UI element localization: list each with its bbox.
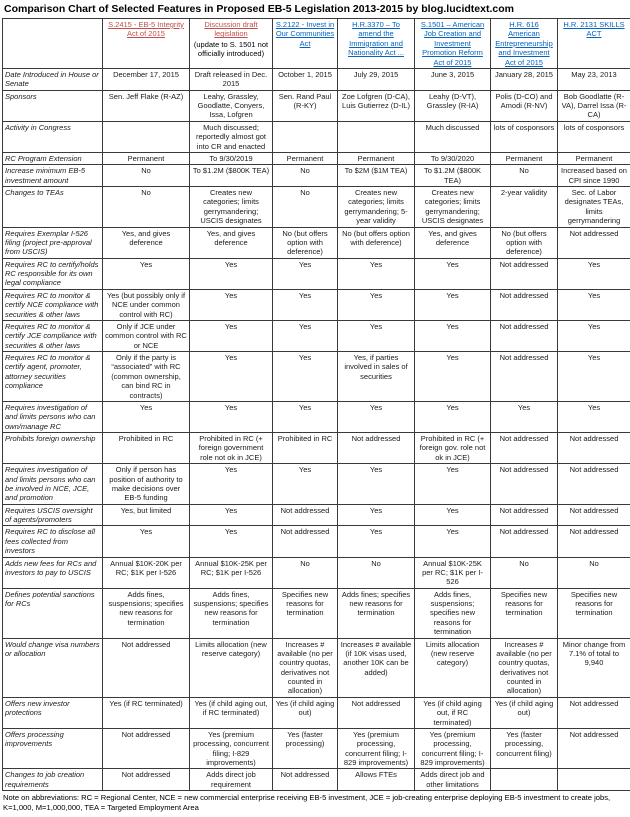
cell: Yes: [415, 401, 491, 432]
table-row: [3, 152, 630, 164]
row-label: Requires Exemplar I-526 filing (project pre-approval from USCIS): [3, 227, 103, 258]
cell: Minor change from 7.1% of total to 9,940: [558, 638, 630, 697]
row-label: Changes to job creation requirements: [3, 769, 103, 791]
bill-link-hr2131[interactable]: H.R. 2131 SKILLS ACT: [560, 20, 628, 39]
cell: Prohibited in RC (+ foreign gov. role not ok in JCE): [415, 433, 491, 464]
cell: Not addressed: [273, 769, 338, 791]
cell: Only if the party is “associated” with RC (common ownership, can bind RC in contracts): [103, 352, 190, 402]
cell: [273, 121, 338, 152]
cell: Yes: [338, 504, 415, 526]
cell: Yes: [338, 320, 415, 351]
cell: Yes, and gives deference: [103, 227, 190, 258]
cell: Increases # available (no per country quotas, derivatives not counted in allocation): [273, 638, 338, 697]
cell: Limits allocation (new reserve category): [415, 638, 491, 697]
cell: Yes: [558, 289, 630, 320]
cell: No (but offers option with deference): [338, 227, 415, 258]
cell: Not addressed: [491, 464, 558, 505]
table-row: [3, 68, 630, 90]
cell: Yes (if child aging out, if RC terminated): [190, 697, 273, 728]
cell: Not addressed: [491, 352, 558, 402]
cell: Yes: [415, 320, 491, 351]
cell: Annual $10K-20K per RC; $1K per I-526: [103, 557, 190, 588]
cell: Only if person has position of authority to make decisions over EB-5 funding: [103, 464, 190, 505]
column-header-discussion-draft: [190, 19, 273, 69]
cell: Yes: [190, 504, 273, 526]
cell: [491, 769, 558, 791]
row-label: Date Introduced in House or Senate: [3, 68, 103, 90]
cell: Yes: [338, 526, 415, 557]
column-header-hr616: [491, 19, 558, 69]
column-header-hr3370: [338, 19, 415, 69]
cell: Not addressed: [558, 227, 630, 258]
cell: Annual $10K-25K per RC; $1K per I-526: [190, 557, 273, 588]
cell: Specifies new reasons for termination: [273, 588, 338, 638]
cell: To 9/30/2019: [190, 152, 273, 164]
row-label: Requires investigation of and limits persons who can be involved in NCE, JCE, and promotion: [3, 464, 103, 505]
cell: Yes: [190, 320, 273, 351]
table-row: [3, 352, 630, 402]
cell: Permanent: [491, 152, 558, 164]
table-row: [3, 557, 630, 588]
corner-cell: [3, 19, 103, 69]
cell: Yes: [190, 289, 273, 320]
row-label: Requires RC to certify/holds RC responsible for its own legal compliance: [3, 258, 103, 289]
cell: Yes (premium processing, concurrent filing; I-829 improvements): [338, 728, 415, 769]
row-label: Defines potential sanctions for RCs: [3, 588, 103, 638]
cell: Sen. Jeff Flake (R-AZ): [103, 90, 190, 121]
cell: lots of cosponsors: [491, 121, 558, 152]
cell: Yes: [190, 401, 273, 432]
cell: Yes, if parties involved in sales of securities: [338, 352, 415, 402]
abbreviations-note: Note on abbreviations: RC = Regional Center, NCE = new commercial enterprise receiving EB-5 investment, JCE = job-creating enterprise deploying EB-5 investment to create jobs, K=1,000, M=1,000,000, TEA = Targeted Employment Area: [2, 791, 629, 815]
row-label: Requires RC to disclose all fees collected from investors: [3, 526, 103, 557]
cell: To 9/30/2020: [415, 152, 491, 164]
cell: Annual $10K-25K per RC; $1K per I-526: [415, 557, 491, 588]
cell: Yes: [338, 289, 415, 320]
column-header-s2122: [273, 19, 338, 69]
cell: Yes: [190, 258, 273, 289]
table-row: [3, 697, 630, 728]
cell: Yes: [491, 401, 558, 432]
cell: July 29, 2015: [338, 68, 415, 90]
bill-link-discussion-draft[interactable]: Discussion draft legislation: [192, 20, 270, 39]
cell: Yes (if child aging out): [273, 697, 338, 728]
cell: Yes: [558, 258, 630, 289]
table-row: [3, 258, 630, 289]
bill-link-hr3370[interactable]: H.R.3370 – To amend the Immigration and Nationality Act ...: [340, 20, 412, 58]
cell: Increased based on CPI since 1990: [558, 165, 630, 187]
cell: Creates new categories; limits gerrymandering; 5-year validity: [338, 187, 415, 228]
column-header-s2415: [103, 19, 190, 69]
cell: Prohibited in RC: [103, 433, 190, 464]
table-row: [3, 401, 630, 432]
cell: Not addressed: [338, 697, 415, 728]
cell: No: [103, 165, 190, 187]
bill-link-s1501[interactable]: S.1501 – American Job Creation and Investment Promotion Reform Act of 2015: [417, 20, 488, 67]
row-label: Would change visa numbers or allocation: [3, 638, 103, 697]
row-label: Adds new fees for RCs and investors to pay to USCIS: [3, 557, 103, 588]
cell: Yes: [558, 320, 630, 351]
cell: Not addressed: [273, 526, 338, 557]
cell: Adds fines, suspensions; specifies new reasons for termination: [415, 588, 491, 638]
row-label: Activity in Congress: [3, 121, 103, 152]
cell: Yes, and gives deference: [415, 227, 491, 258]
table-row: [3, 165, 630, 187]
cell: Yes (if RC terminated): [103, 697, 190, 728]
cell: Much discussed; reportedly almost got into CR and enacted: [190, 121, 273, 152]
cell: Yes: [273, 289, 338, 320]
cell: Yes: [338, 464, 415, 505]
comparison-table: [2, 18, 630, 791]
cell: Much discussed: [415, 121, 491, 152]
cell: No (but offers option with deference): [273, 227, 338, 258]
cell: Yes: [273, 258, 338, 289]
cell: Only if JCE under common control with RC or NCE: [103, 320, 190, 351]
cell: No: [491, 557, 558, 588]
cell: Yes: [415, 464, 491, 505]
cell: October 1, 2015: [273, 68, 338, 90]
cell: No: [558, 557, 630, 588]
cell: No: [273, 557, 338, 588]
table-row: [3, 588, 630, 638]
cell: Not addressed: [558, 504, 630, 526]
cell: No: [491, 165, 558, 187]
table-row: [3, 464, 630, 505]
cell: Not addressed: [491, 433, 558, 464]
cell: Adds fines, suspensions; specifies new reasons for termination: [190, 588, 273, 638]
row-label: Offers processing improvements: [3, 728, 103, 769]
table-row: [3, 769, 630, 791]
row-label: Offers new investor protections: [3, 697, 103, 728]
cell: Not addressed: [558, 697, 630, 728]
table-row: [3, 289, 630, 320]
bill-link-hr616[interactable]: H.R. 616 American Entrepreneurship and Investment Act of 2015: [493, 20, 555, 67]
cell: lots of cosponsors: [558, 121, 630, 152]
table-row: [3, 728, 630, 769]
cell: Yes: [273, 464, 338, 505]
cell: Increases # available (no per country quotas, derivatives not counted in allocation): [491, 638, 558, 697]
cell: Yes, but limited: [103, 504, 190, 526]
row-label: Increase minimum EB-5 investment amount: [3, 165, 103, 187]
cell: No: [273, 165, 338, 187]
header-row: [3, 19, 630, 69]
cell: Leahy (D-VT), Grassley (R-IA): [415, 90, 491, 121]
cell: Not addressed: [338, 433, 415, 464]
cell: Not addressed: [558, 526, 630, 557]
table-row: [3, 433, 630, 464]
row-label: Requires RC to monitor & certify agent, promoter, attorney securities compliance: [3, 352, 103, 402]
cell: Bob Goodlatte (R-VA), Darrel Issa (R-CA): [558, 90, 630, 121]
cell: To $2M ($1M TEA): [338, 165, 415, 187]
cell: Permanent: [273, 152, 338, 164]
cell: Permanent: [103, 152, 190, 164]
table-row: [3, 187, 630, 228]
cell: Adds fines; specifies new reasons for termination: [338, 588, 415, 638]
cell: Not addressed: [273, 504, 338, 526]
table-row: [3, 526, 630, 557]
cell: Creates new categories; limits gerrymandering; USCIS designates: [415, 187, 491, 228]
row-label: Requires USCIS oversight of agents/promoters: [3, 504, 103, 526]
cell: Not addressed: [103, 769, 190, 791]
cell: Yes (if child aging out): [491, 697, 558, 728]
row-label: Sponsors: [3, 90, 103, 121]
cell: No (but offers option with deference): [491, 227, 558, 258]
table-row: [3, 504, 630, 526]
cell: Not addressed: [558, 433, 630, 464]
cell: Yes: [103, 526, 190, 557]
cell: Yes: [338, 258, 415, 289]
cell: Draft released in Dec. 2015: [190, 68, 273, 90]
cell: Yes (faster processing): [273, 728, 338, 769]
cell: Not addressed: [558, 464, 630, 505]
cell: Not addressed: [103, 728, 190, 769]
cell: Yes: [558, 401, 630, 432]
cell: December 17, 2015: [103, 68, 190, 90]
cell: Creates new categories; limits gerrymandering; USCIS designates: [190, 187, 273, 228]
cell: Adds fines, suspensions; specifies new reasons for termination: [103, 588, 190, 638]
cell: Not addressed: [491, 526, 558, 557]
cell: Prohibited in RC: [273, 433, 338, 464]
cell: Yes: [338, 401, 415, 432]
cell: Yes: [273, 320, 338, 351]
row-label: Requires RC to monitor & certify JCE compliance with securities & other laws: [3, 320, 103, 351]
cell: Yes: [415, 289, 491, 320]
row-label: Requires investigation of and limits persons who can own/manage RC: [3, 401, 103, 432]
table-row: [3, 121, 630, 152]
column-header-s1501: [415, 19, 491, 69]
cell: Yes: [415, 258, 491, 289]
cell: Yes: [273, 352, 338, 402]
bill-link-s2415[interactable]: S.2415 - EB-5 Integrity Act of 2015: [105, 20, 187, 39]
cell: Yes: [415, 504, 491, 526]
cell: [338, 121, 415, 152]
column-subtitle: (update to S. 1501 not officially introduced): [192, 40, 270, 59]
cell: To $1.2M ($800K TEA): [415, 165, 491, 187]
cell: Yes (faster processing, concurrent filing): [491, 728, 558, 769]
cell: No: [103, 187, 190, 228]
cell: Specifies new reasons for termination: [491, 588, 558, 638]
cell: Yes: [190, 464, 273, 505]
cell: Allows FTEs: [338, 769, 415, 791]
cell: Permanent: [558, 152, 630, 164]
cell: Sec. of Labor designates TEAs, limits gerrymandering: [558, 187, 630, 228]
cell: Leahy, Grassley, Goodlatte, Conyers, Issa, Lofgren: [190, 90, 273, 121]
cell: Adds direct job requirement: [190, 769, 273, 791]
cell: Not addressed: [491, 320, 558, 351]
cell: Yes (if child aging out, if RC terminated): [415, 697, 491, 728]
cell: Specifies new reasons for termination: [558, 588, 630, 638]
cell: Not addressed: [491, 258, 558, 289]
column-header-hr2131: [558, 19, 630, 69]
cell: Not addressed: [491, 504, 558, 526]
cell: [558, 769, 630, 791]
row-label: Requires RC to monitor & certify NCE compliance with securities & other laws: [3, 289, 103, 320]
cell: [103, 121, 190, 152]
cell: May 23, 2013: [558, 68, 630, 90]
cell: Yes, and gives deference: [190, 227, 273, 258]
cell: Zoe Lofgren (D-CA), Luis Gutierrez (D-IL): [338, 90, 415, 121]
row-label: Changes to TEAs: [3, 187, 103, 228]
table-row: [3, 227, 630, 258]
cell: Prohibited in RC (+ foreign government role not ok in JCE): [190, 433, 273, 464]
cell: No: [338, 557, 415, 588]
cell: Not addressed: [491, 289, 558, 320]
cell: Not addressed: [558, 728, 630, 769]
table-row: [3, 320, 630, 351]
cell: Yes: [415, 526, 491, 557]
cell: Increases # available (if 10K visas used, another 10K can be added): [338, 638, 415, 697]
cell: Yes: [273, 401, 338, 432]
cell: Polis (D-CO) and Amodi (R-NV): [491, 90, 558, 121]
bill-link-s2122[interactable]: S.2122 - Invest in Our Communities Act: [275, 20, 335, 48]
cell: Yes (premium processing, concurrent filing; I-829 improvements): [415, 728, 491, 769]
cell: Yes: [558, 352, 630, 402]
cell: Not addressed: [103, 638, 190, 697]
row-label: RC Program Extension: [3, 152, 103, 164]
cell: 2-year validity: [491, 187, 558, 228]
cell: Yes (premium processing, concurrent filing; I-829 improvements): [190, 728, 273, 769]
table-row: [3, 90, 630, 121]
cell: Sen. Rand Paul (R-KY): [273, 90, 338, 121]
cell: Yes: [190, 526, 273, 557]
cell: Yes: [415, 352, 491, 402]
cell: To $1.2M ($800K TEA): [190, 165, 273, 187]
table-row: [3, 638, 630, 697]
cell: Permanent: [338, 152, 415, 164]
cell: Yes (but possibly only if NCE under common control with RC): [103, 289, 190, 320]
cell: Limits allocation (new reserve category): [190, 638, 273, 697]
row-label: Prohibits foreign ownership: [3, 433, 103, 464]
cell: No: [273, 187, 338, 228]
cell: January 28, 2015: [491, 68, 558, 90]
cell: June 3, 2015: [415, 68, 491, 90]
cell: Yes: [103, 258, 190, 289]
page-title: Comparison Chart of Selected Features in Proposed EB-5 Legislation 2013-2015 by blog.lucidtext.com: [2, 2, 629, 18]
cell: Adds direct job and other limitations: [415, 769, 491, 791]
cell: Yes: [103, 401, 190, 432]
cell: Yes: [190, 352, 273, 402]
